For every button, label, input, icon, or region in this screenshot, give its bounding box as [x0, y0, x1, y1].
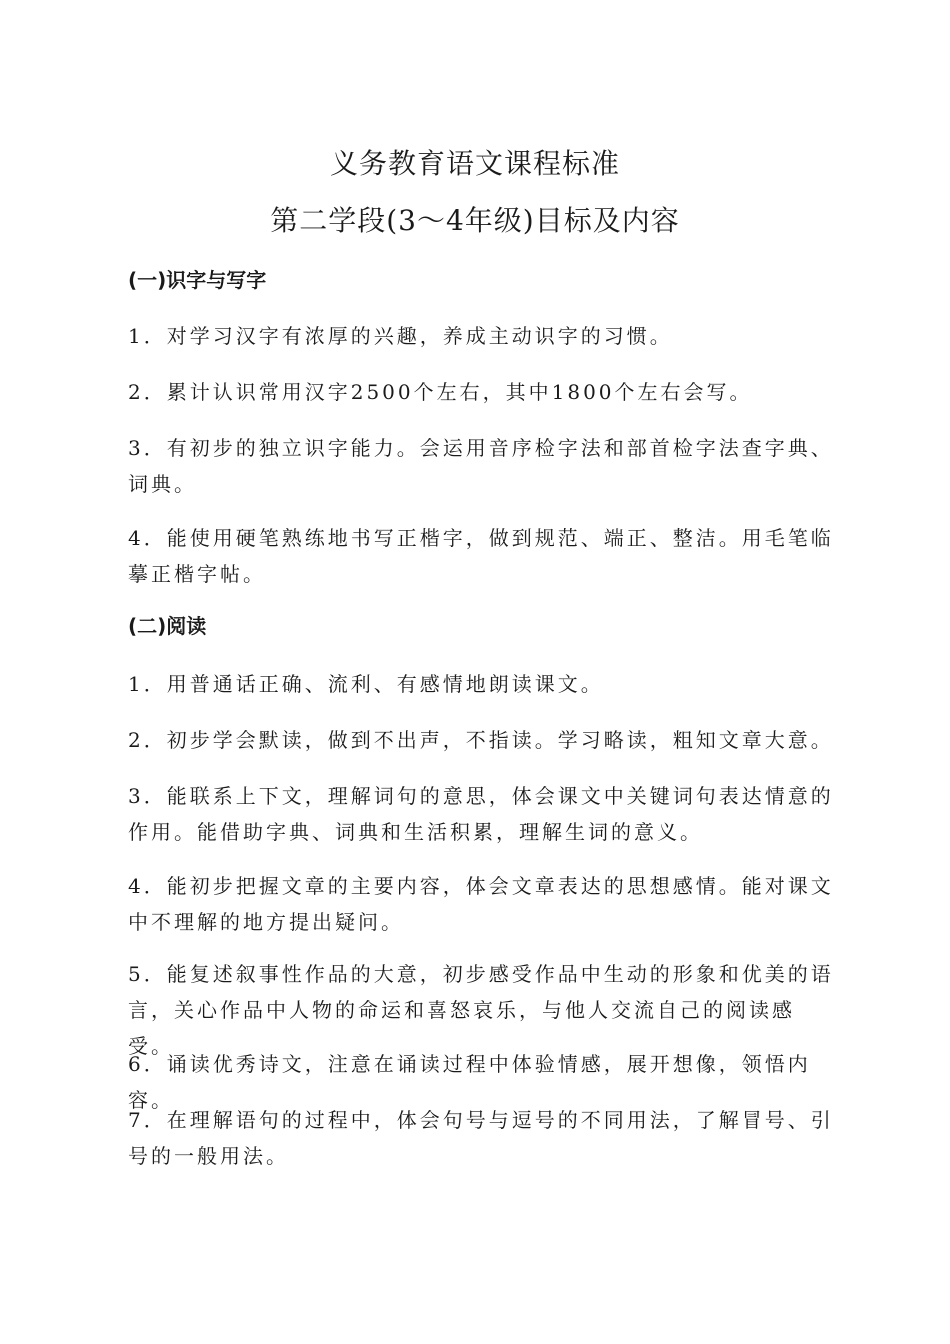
list-item: 4．能初步把握文章的主要内容，体会文章表达的思想感情。能对课文中不理解的地方提出疑问。: [128, 874, 834, 934]
list-item: 3．有初步的独立识字能力。会运用音序检字法和部首检字法查字典、词典。: [128, 436, 834, 496]
list-item: 6．诵读优秀诗文，注意在诵读过程中体验情感，展开想像，领悟内容。: [128, 1052, 811, 1112]
list-item: 2．累计认识常用汉字2500个左右，其中1800个左右会写。: [128, 380, 753, 404]
document-title: 义务教育语文课程标准: [329, 147, 620, 180]
list-item: 2．初步学会默读，做到不出声，不指读。学习略读，粗知文章大意。: [128, 728, 834, 752]
section-heading-literacy: (一)识字与写字: [128, 268, 267, 292]
section-heading-reading: (二)阅读: [128, 614, 207, 638]
list-item: 1．用普通话正确、流利、有感情地朗读课文。: [128, 672, 604, 696]
list-item: 7．在理解语句的过程中，体会句号与逗号的不同用法，了解冒号、引号的一般用法。: [128, 1108, 834, 1168]
document-subtitle: 第二学段(3～4年级)目标及内容: [270, 204, 680, 237]
list-item: 5．能复述叙事性作品的大意，初步感受作品中生动的形象和优美的语言，关心作品中人物的命运和喜怒哀乐，与他人交流自己的阅读感受。: [128, 962, 834, 1058]
list-item: 4．能使用硬笔熟练地书写正楷字，做到规范、端正、整洁。用毛笔临摹正楷字帖。: [128, 526, 834, 586]
list-item: 3．能联系上下文，理解词句的意思，体会课文中关键词句表达情意的作用。能借助字典、词典和生活积累，理解生词的意义。: [128, 784, 834, 844]
list-item: 1．对学习汉字有浓厚的兴趣，养成主动识字的习惯。: [128, 324, 673, 348]
